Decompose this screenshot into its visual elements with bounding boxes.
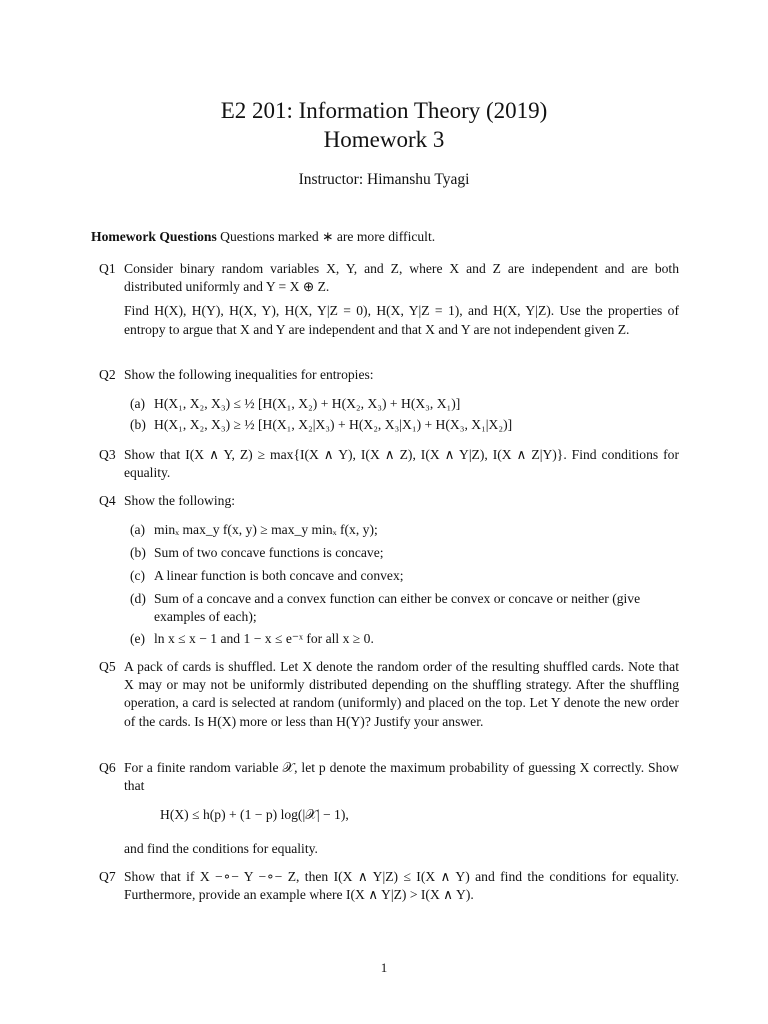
item-text: minₓ max_y f(x, y) ≥ max_y minₓ f(x, y);: [154, 522, 378, 537]
item-label: (b): [130, 545, 146, 560]
question-number: Q5: [99, 659, 116, 674]
item-label: (a): [130, 396, 146, 411]
document-title: E2 201: Information Theory (2019): [220, 98, 548, 123]
question-text: For a finite random variable 𝒳, let p denote the maximum probability of guessing X correctly. Show that: [124, 760, 679, 794]
question-number: Q3: [99, 447, 116, 462]
item-text: Sum of two concave functions is concave;: [154, 545, 384, 560]
item-label: (b): [130, 417, 146, 432]
question-number: Q1: [99, 261, 116, 276]
item-text: A linear function is both concave and convex;: [154, 568, 404, 583]
question-text: Show that I(X ∧ Y, Z) ≥ max{I(X ∧ Y), I(X ∧ Z), I(X ∧ Y|Z), I(X ∧ Z|Y)}. Find conditions for equality.: [124, 447, 679, 481]
question-text: Show that if X −∘− Y −∘− Z, then I(X ∧ Y|Z) ≤ I(X ∧ Y) and find the conditions for equality. Furthermore, provide an example where I(X ∧ Y|Z) > I(X ∧ Y).: [124, 869, 679, 903]
question-number: Q2: [99, 367, 116, 382]
item-label: (c): [130, 568, 146, 583]
instructor-line: Instructor: Himanshu Tyagi: [298, 171, 470, 188]
intro-bold: Homework Questions: [91, 229, 217, 244]
question-text: Show the following:: [124, 493, 236, 508]
document-subtitle: Homework 3: [323, 127, 445, 152]
question-text: A pack of cards is shuffled. Let X denote the random order of the resulting shuffled cards. Note that X may or may not be uniformly distributed depending on the shuffling strategy. After the shuffling operation, a card is selected at random (uniformly) and placed on the top. Let Y denote the new order of the cards. Is H(X) more or less than H(Y)? Justify your answer.: [124, 659, 679, 729]
display-equation: H(X) ≤ h(p) + (1 − p) log(|𝒳| − 1),: [160, 807, 349, 822]
page-number: 1: [380, 960, 388, 975]
item-text: H(X₁, X₂, X₃) ≤ ½ [H(X₁, X₂) + H(X₂, X₃) + H(X₃, X₁)]: [154, 396, 461, 411]
item-label: (e): [130, 631, 146, 646]
question-number: Q7: [99, 869, 116, 884]
item-label: (d): [130, 591, 146, 606]
item-text: H(X₁, X₂, X₃) ≥ ½ [H(X₁, X₂|X₃) + H(X₂, X₃|X₁) + H(X₃, X₁|X₂)]: [154, 417, 513, 432]
question-text: Find H(X), H(Y), H(X, Y), H(X, Y|Z = 0), H(X, Y|Z = 1), and H(X, Y|Z). Use the properties of entropy to argue that X and Y are independent and that X and Y are not independent given Z.: [124, 303, 679, 337]
question-text: Consider binary random variables X, Y, and Z, where X and Z are independent and are both distributed uniformly and Y = X ⊕ Z.: [124, 261, 679, 295]
question-number: Q6: [99, 760, 116, 775]
item-text: Sum of a concave and a convex function can either be convex or concave or neither (give examples of each);: [154, 591, 641, 625]
question-text: Show the following inequalities for entropies:: [124, 367, 374, 382]
question-text: and find the conditions for equality.: [124, 841, 318, 856]
question-number: Q4: [99, 493, 116, 508]
item-label: (a): [130, 522, 146, 537]
intro-text: Questions marked ∗ are more difficult.: [216, 229, 436, 244]
intro-line: [91, 228, 681, 246]
item-text: ln x ≤ x − 1 and 1 − x ≤ e⁻ˣ for all x ≥ 0.: [154, 631, 374, 646]
